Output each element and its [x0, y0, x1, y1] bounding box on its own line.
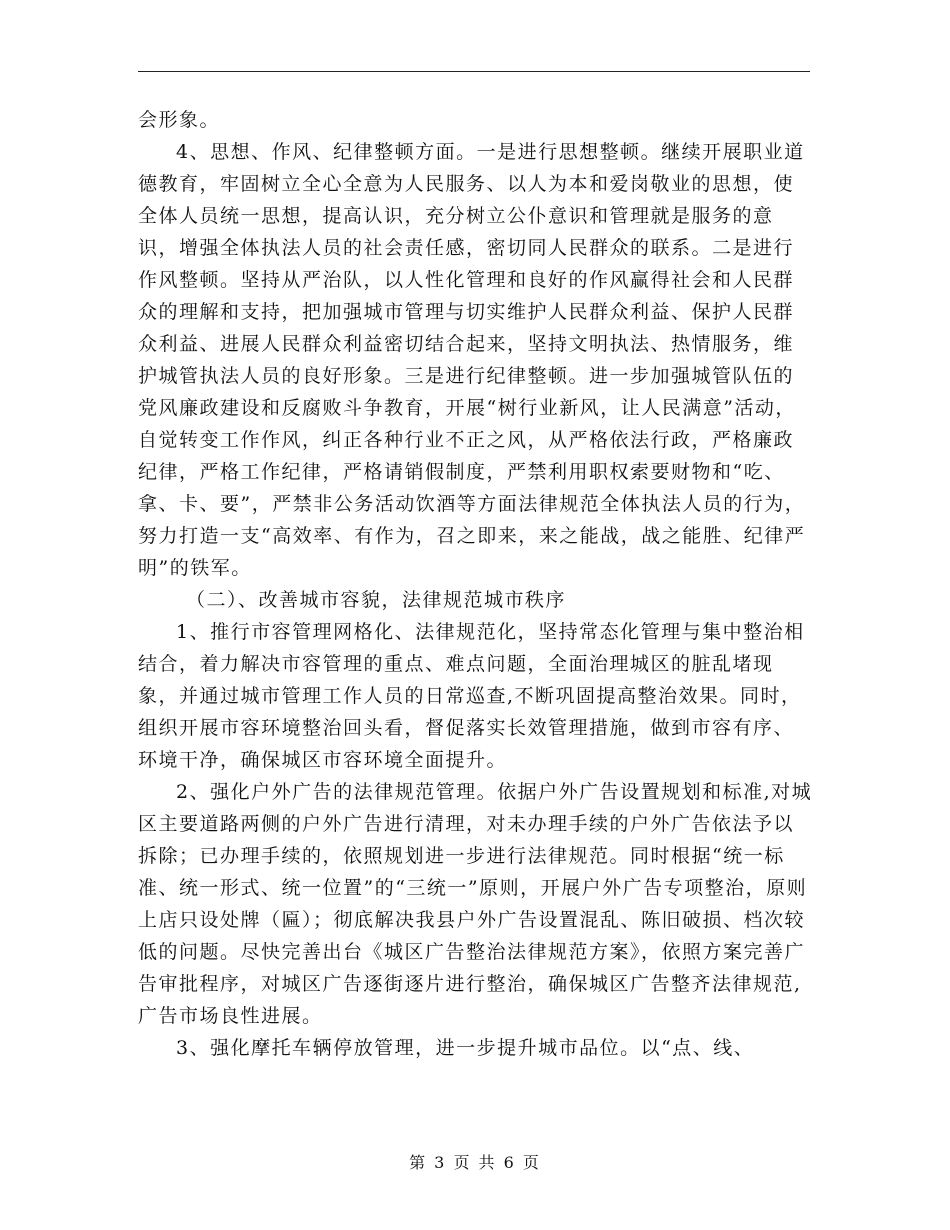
header-rule	[138, 71, 810, 72]
paragraph: 会形象。	[138, 109, 221, 131]
page-footer: 第 3 页 共 6 页	[409, 1153, 541, 1172]
paragraph: 1、推行市容管理网格化、法律规范化，坚持常态化管理与集中整治相结合，着力解决市容管理的重点、难点问题，全面治理城区的脏乱堵现象，并通过城市管理工作人员的日常巡查,不断巩固提高整治效果。同时，组织开展市容环境整治回头看，督促落实长效管理措施，做到市容有序、环境干净，确保城区市容环境全面提升。	[138, 621, 805, 771]
paragraph: 2、强化户外广告的法律规范管理。依据户外广告设置规划和标准,对城区主要道路两侧的户外广告进行清理，对未办理手续的户外广告依法予以拆除；已办理手续的，依照规划进一步进行法律规范。同时根据“统一标准、统一形式、统一位置”的“三统一”原则，开展户外广告专项整治，原则上店只设处牌（匾）；彻底解决我县户外广告设置混乱、陈旧破损、档次较低的问题。尽快完善出台《城区广告整治法律规范方案》，依照方案完善广告审批程序，对城区广告逐街逐片进行整治，确保城区广告整齐法律规范,广告市场良性进展。	[138, 781, 813, 1027]
paragraph: 4、思想、作风、纪律整顿方面。一是进行思想整顿。继续开展职业道德教育，牢固树立全心全意为人民服务、以人为本和爱岗敬业的思想，使全体人员统一思想，提高认识，充分树立公仆意识和管理就是服务的意识，增强全体执法人员的社会责任感，密切同人民群众的联系。二是进行作风整顿。坚持从严治队，以人性化管理和良好的作风赢得社会和人民群众的理解和支持，把加强城市管理与切实维护人民群众利益、保护人民群众利益、进展人民群众利益密切结合起来，坚持文明执法、热情服务，维护城管执法人员的良好形象。三是进行纪律整顿。进一步加强城管队伍的党风廉政建设和反腐败斗争教育，开展“树行业新风，让人民满意”活动，自觉转变工作作风，纠正各种行业不正之风，从严格依法行政，严格廉政纪律，严格工作纪律，严格请销假制度，严禁利用职权索要财物和“吃、拿、卡、要”，严禁非公务活动饮酒等方面法律规范全体执法人员的行为，努力打造一支“高效率、有作为，召之即来，来之能战，战之能胜、纪律严明”的铁军。	[138, 141, 806, 579]
section-heading: （二）、改善城市容貌，法律规范城市秩序	[186, 589, 567, 611]
paragraph: 3、强化摩托车辆停放管理，进一步提升城市品位。以“点、线、	[176, 1037, 755, 1059]
body-text	[138, 104, 813, 1064]
